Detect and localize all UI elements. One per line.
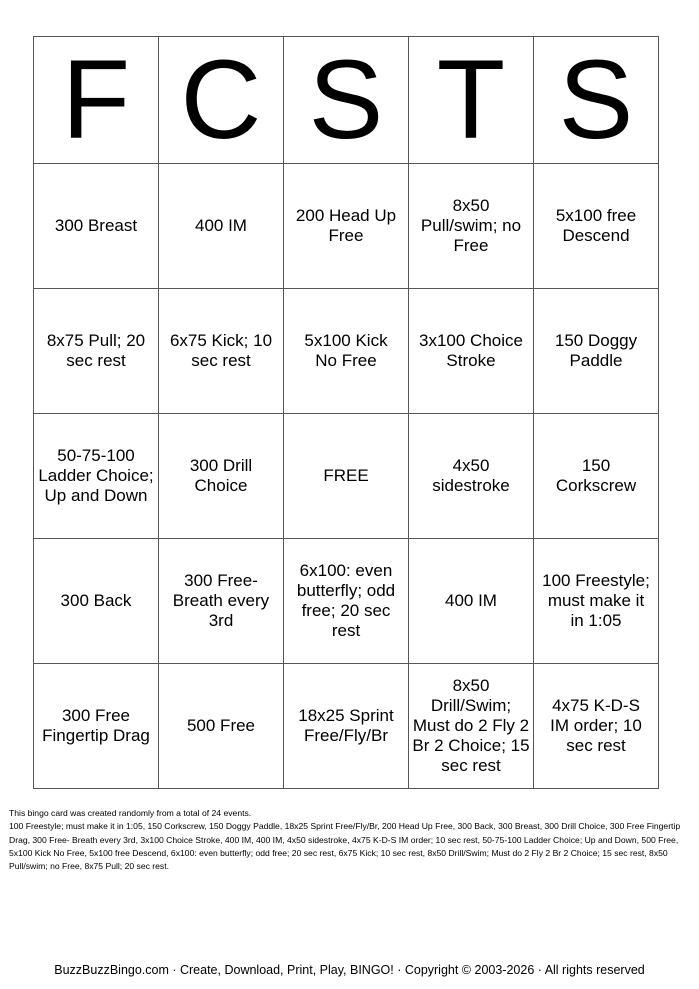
free-space-cell: FREE [284,414,409,539]
card-cell: 300 Back [34,539,159,664]
card-cell: 300 Free- Breath every 3rd [159,539,284,664]
card-cell: 6x75 Kick; 10 sec rest [159,289,284,414]
bingo-card [33,36,659,789]
card-cell: 3x100 Choice Stroke [409,289,534,414]
card-cell: 4x75 K-D-S IM order; 10 sec rest [534,664,659,789]
card-cell: 50-75-100 Ladder Choice; Up and Down [34,414,159,539]
card-cell: 150 Corkscrew [534,414,659,539]
card-cell: 8x50 Pull/swim; no Free [409,164,534,289]
card-row [34,414,659,539]
card-row [34,664,659,789]
card-cell: 5x100 Kick No Free [284,289,409,414]
card-info [9,807,689,873]
card-cell: 500 Free [159,664,284,789]
card-cell: 100 Freestyle; must make it in 1:05 [534,539,659,664]
card-cell: 150 Doggy Paddle [534,289,659,414]
card-cell: 300 Breast [34,164,159,289]
card-cell: 300 Drill Choice [159,414,284,539]
card-cell: 200 Head Up Free [284,164,409,289]
card-cell: 400 IM [159,164,284,289]
card-cell: 8x50 Drill/Swim; Must do 2 Fly 2 Br 2 Choice; 15 sec rest [409,664,534,789]
card-cell: 5x100 free Descend [534,164,659,289]
info-summary: This bingo card was created randomly from a total of 24 events. [9,808,252,818]
header-letter: S [284,37,409,164]
card-cell: 6x100: even butterfly; odd free; 20 sec rest [284,539,409,664]
card-row [34,289,659,414]
header-letter: C [159,37,284,164]
card-row [34,539,659,664]
header-letter: S [534,37,659,164]
footer-copyright: BuzzBuzzBingo.com · Create, Download, Print, Play, BINGO! · Copyright © 2003-2026 · All rights reserved [54,963,645,977]
card-cell: 4x50 sidestroke [409,414,534,539]
card-cell: 18x25 Sprint Free/Fly/Br [284,664,409,789]
info-event-list: 100 Freestyle; must make it in 1:05, 150 Corkscrew, 150 Doggy Paddle, 18x25 Sprint Free/Fly/Br, 200 Head Up Free, 300 Back, 300 Breast, 300 Drill Choice, 300 Free Fingertip Drag, 300 Free- Breath every 3rd, 3x100 Choice Stroke, 400 IM, 400 IM, 4x50 sidestroke, 4x75 K-D-S IM order; 10 sec rest, 50-75-100 Ladder Choice; Up and Down, 500 Free, 5x100 Kick No Free, 5x100 free Descend, 6x100: even butterfly; odd free; 20 sec rest, 6x75 Kick; 10 sec rest, 8x50 Drill/Swim; Must do 2 Fly 2 Br 2 Choice; 15 sec rest, 8x50 Pull/swim; no Free, 8x75 Pull; 20 sec rest. [9,821,681,872]
header-letter: T [409,37,534,164]
card-cell: 8x75 Pull; 20 sec rest [34,289,159,414]
card-cell: 300 Free Fingertip Drag [34,664,159,789]
header-row [34,37,659,164]
card-row [34,164,659,289]
card-cell: 400 IM [409,539,534,664]
header-letter: F [34,37,159,164]
